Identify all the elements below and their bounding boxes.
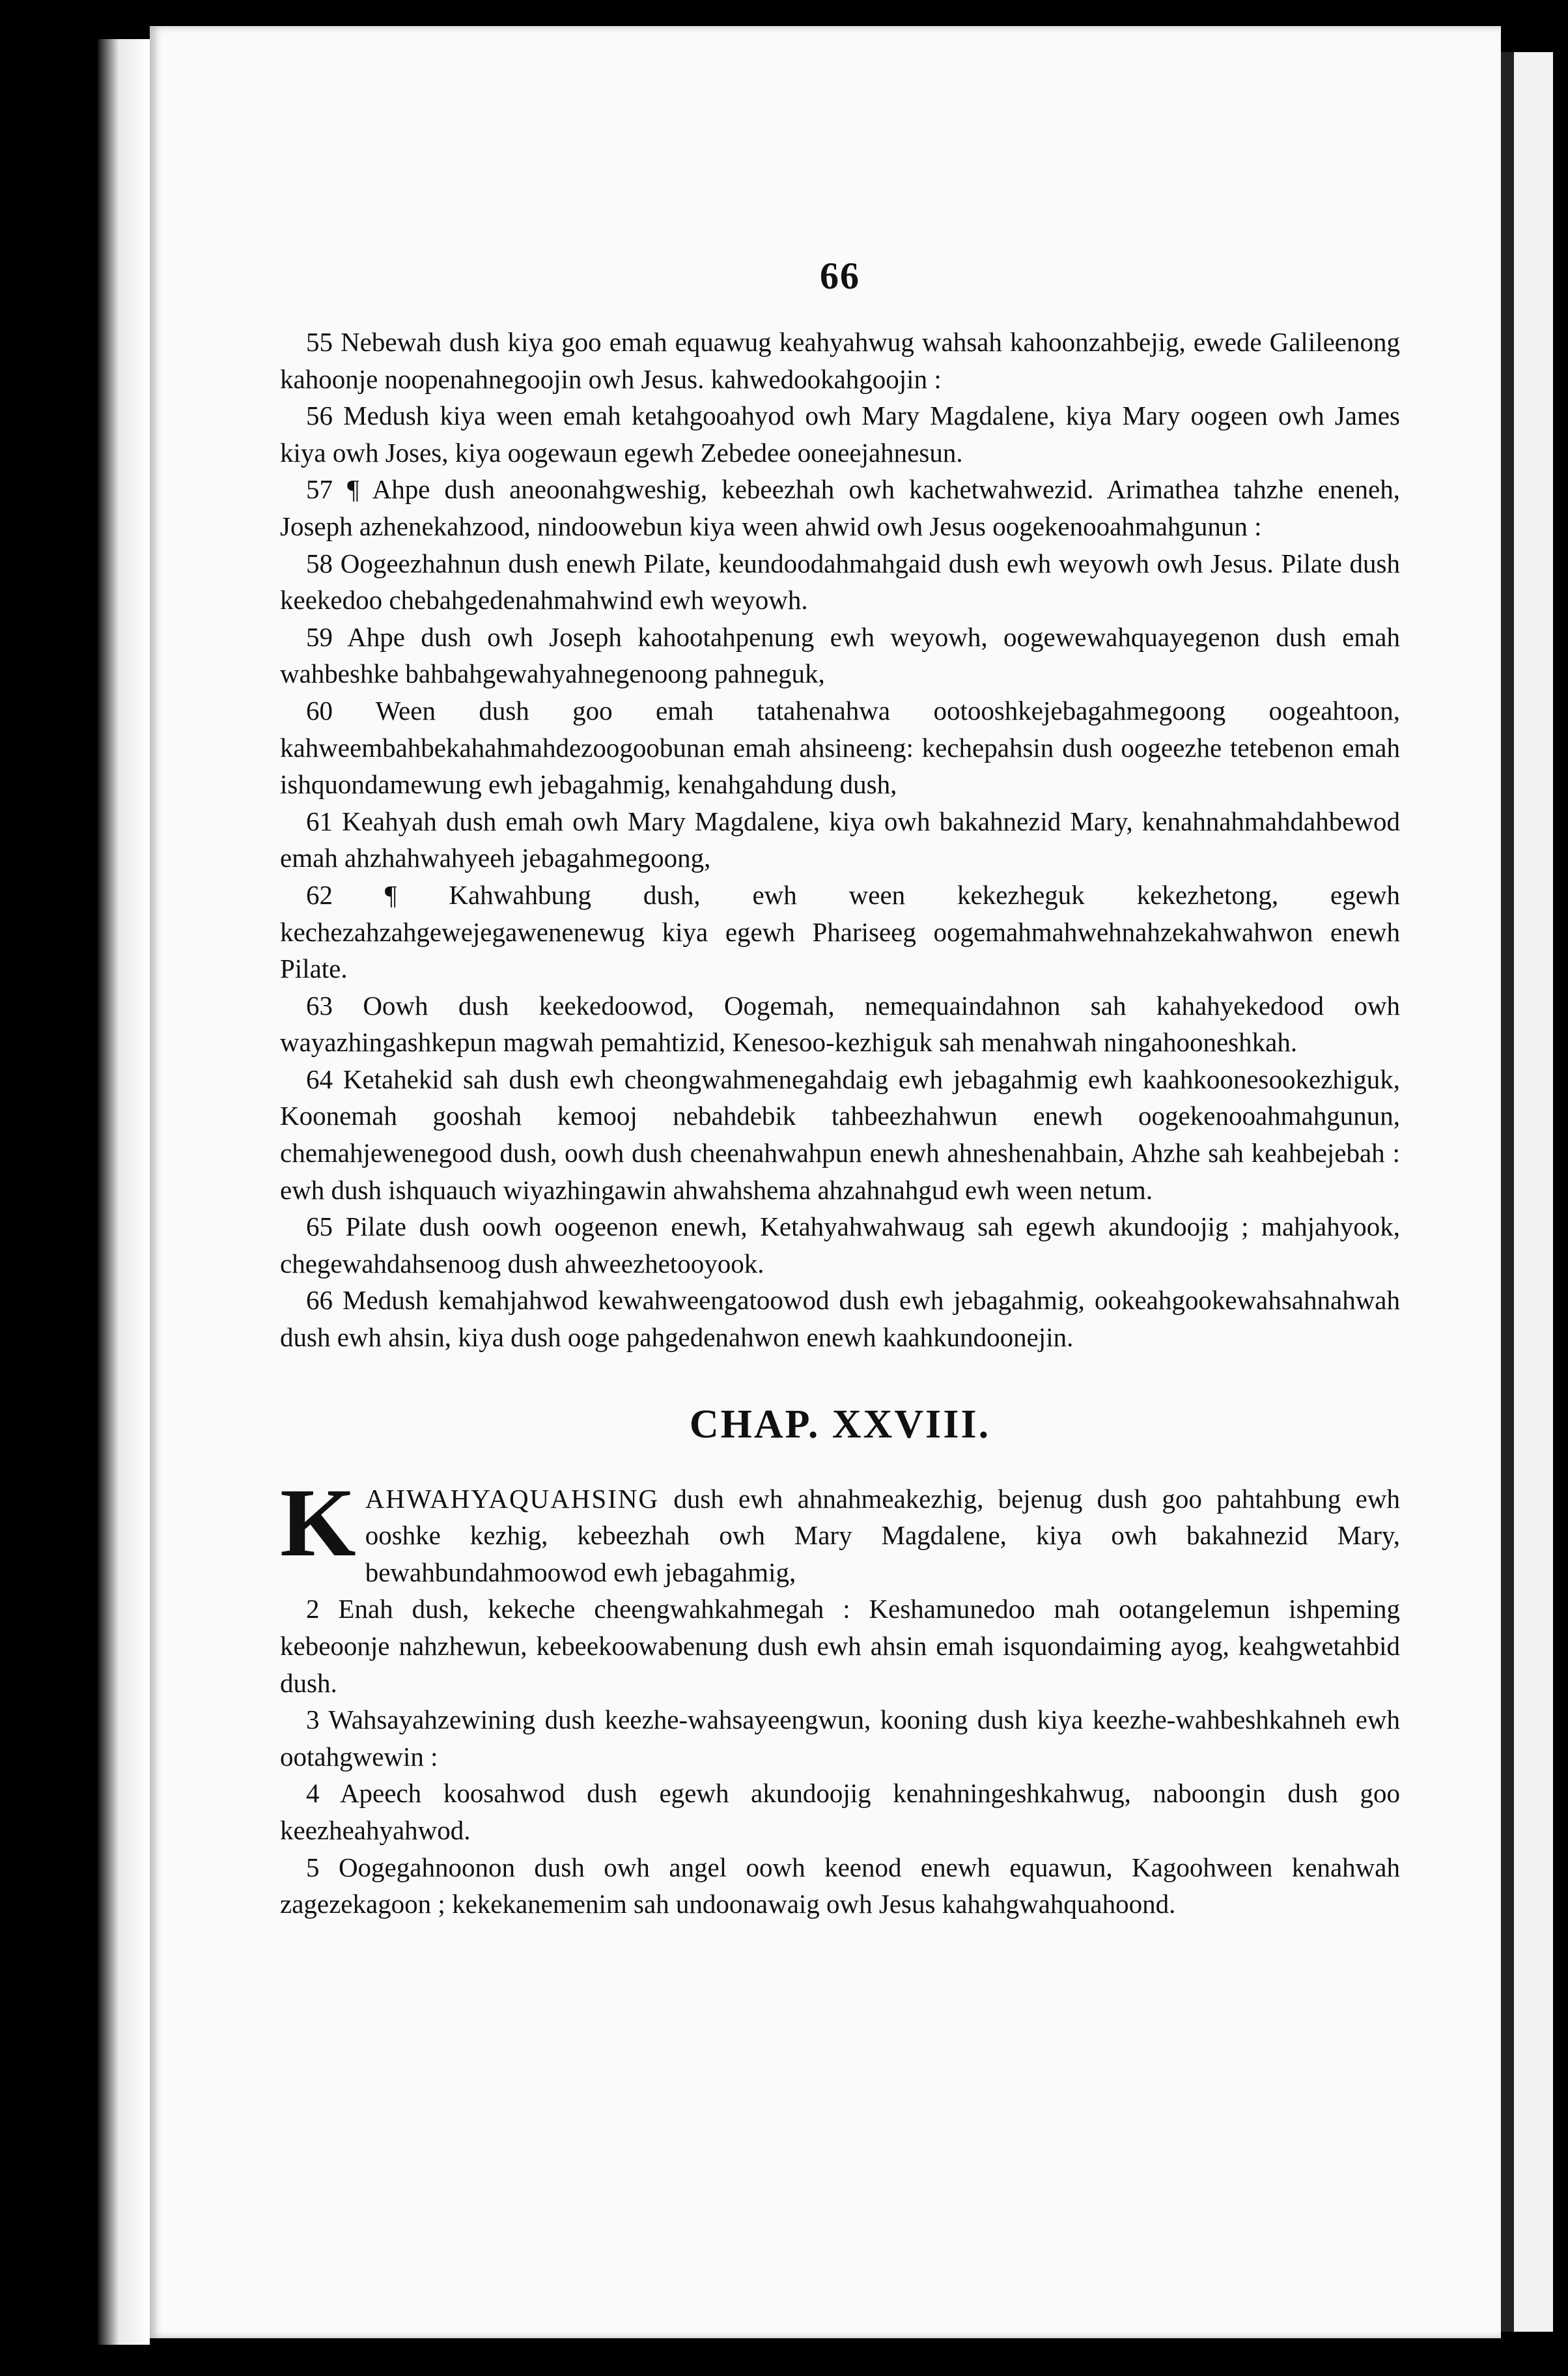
verse <box>280 471 1400 544</box>
page-edge-shadow <box>1501 52 1514 2332</box>
chapter-first-words: AHWAHYAQUAHSING <box>365 1483 660 1514</box>
verse-number: 57 ¶ <box>306 474 359 505</box>
chapter-heading: CHAP. XXVIII. <box>689 1402 991 1447</box>
verse-number: 59 <box>306 621 333 652</box>
verse-number: 62 ¶ <box>306 879 397 910</box>
verse <box>280 877 1400 987</box>
verse-text: Pilate dush oowh oogeenon enewh, Ketahyahwahwaug sah egewh akundoojig ; mahjahyook, chegewahdahsenoog dush ahweezhetooyook. <box>280 1211 1401 1279</box>
facing-page-edge <box>1514 52 1553 2332</box>
verse-number: 3 <box>306 1704 320 1735</box>
verse-number: 61 <box>306 806 333 836</box>
verse-text: Wahsayahzewining dush keezhe-wahsayeengwun, kooning dush kiya keezhe-wahbeshkahneh ewh ootahgwewin : <box>280 1704 1401 1772</box>
verse-number: 2 <box>306 1594 320 1624</box>
verse <box>280 987 1400 1061</box>
verse-text: Oowh dush keekedoowod, Oogemah, nemequaindahnon sah kahahyekedood owh wayazhingashkepun magwah pemahtizid, Kenesoo-kezhiguk sah menahwah ningahooneshkah. <box>280 990 1400 1058</box>
verse-text: Oogeezhahnun dush enewh Pilate, keundoodahmahgaid dush ewh weyowh owh Jesus. Pilate dush keekedoo chebahgedenahmahwind ewh weyowh. <box>280 548 1401 615</box>
verse-text: Kahwahbung dush, ewh ween kekezheguk kekezhetong, egewh kechezahzahgewejegawenenewug kiya egewh Phariseeg oogemahmahwehnahzekahwahwon enewh Pilate. <box>280 879 1401 984</box>
verse-text: Ketahekid sah dush ewh cheongwahmenegahdaig ewh jebagahmig ewh kaahkoonesookezhiguk, Koonemah gooshah kemooj nebahdebik tahbeezhahwun enewh oogekenooahmahgunun, chemahjewenegood dush, oowh dush cheenahwahpun enewh ahneshenahbain, Ahzhe sah keahbejebah : ewh dush ishquauch wiyazhingawin ahwahshema ahzahnahgud ewh ween netum. <box>280 1064 1401 1205</box>
verse-number: 5 <box>306 1852 320 1882</box>
verse-text: Ween dush goo emah tatahenahwa ootooshkejebagahmegoong oogeahtoon, kahweembahbekahahmahdezoogoobunan emah ahsineeng: kechepahsin dush oogeezhe tetebenon emah ishquondamewung ewh jebagahmig, kenahgahdung dush, <box>280 695 1400 800</box>
page-content <box>280 254 1400 1923</box>
verse-text: Enah dush, kekeche cheengwahkahmegah : Keshamunedoo mah ootangelemun ishpeming kebeoonje nahzhewun, kebeekoowabenung dush ewh ahsin emah isquondaiming ayog, keahgwetahbid dush. <box>280 1594 1401 1698</box>
verse <box>280 397 1400 471</box>
drop-cap: K <box>280 1468 356 1577</box>
verse-text: Apeech koosahwod dush egewh akundoojig kenahningeshkahwug, naboongin dush goo keezheahyahwod. <box>280 1778 1400 1845</box>
verse-text: Medush kemahjahwod kewahweengatoowod dush ewh jebagahmig, ookeahgookewahsahnahwah dush ewh ahsin, kiya dush ooge pahgedenahwon enewh kaahkundoonejin. <box>280 1285 1401 1353</box>
verse-text: Keahyah dush emah owh Mary Magdalene, kiya owh bakahnezid Mary, kenahnahmahdahbewod emah ahzhahwahyeeh jebagahmegoong, <box>280 806 1400 873</box>
verse-number: 64 <box>306 1064 333 1094</box>
verse-number: 55 <box>306 327 333 357</box>
verse <box>280 1282 1400 1355</box>
verse-text: Oogegahnoonon dush owh angel oowh keenod enewh equawun, Kagoohween kenahwah zagezekagoon ; kekekanemenim sah undoonawaig owh Jesus kahahgwahquahoond. <box>280 1852 1400 1919</box>
verse-number: 65 <box>306 1211 333 1242</box>
verse-number: 60 <box>306 695 333 726</box>
verse <box>280 1591 1400 1701</box>
verse <box>280 1775 1400 1848</box>
verse-number: 63 <box>306 990 333 1021</box>
verse-number: 4 <box>306 1778 320 1809</box>
verse <box>280 692 1400 803</box>
verse <box>280 324 1400 397</box>
verse-text: Medush kiya ween emah ketahgooahyod owh Mary Magdalene, kiya Mary oogeen owh James kiya owh Joses, kiya oogewaun egewh Zebedee ooneejahnesun. <box>280 401 1401 468</box>
verse <box>280 1849 1400 1923</box>
verse-number: 66 <box>306 1285 333 1316</box>
verses-before-chapter <box>280 324 1400 1356</box>
verse <box>280 619 1400 692</box>
verses-after-chapter <box>280 1591 1400 1922</box>
verse-number: 56 <box>306 401 333 431</box>
chapter-first-verse <box>280 1468 1400 1591</box>
verse-text: Ahpe dush owh Joseph kahootahpenung ewh weyowh, oogewewahquayegenon dush emah wahbeshke bahbahgewahyahnegenoong pahneguk, <box>280 621 1400 689</box>
book-gutter <box>98 39 150 2345</box>
verse-text: dush ewh ahnahmeakezhig, bejenug dush goo pahtahbung ewh ooshke kezhig, kebeezhah owh Mary Magdalene, kiya owh bakahnezid Mary, bewahbundahmoowod ewh jebagahmig, <box>365 1483 1400 1587</box>
verse-text: Nebewah dush kiya goo emah equawug keahyahwug wahsah kahoonzahbejig, ewede Galileenong kahoonje noopenahnegoojin owh Jesus. kahwedookahgoojin : <box>280 327 1400 394</box>
verse <box>280 545 1400 619</box>
verse <box>280 1061 1400 1208</box>
page-number: 66 <box>820 255 860 297</box>
verse <box>280 803 1400 877</box>
verse <box>280 1701 1400 1775</box>
verse-number: 58 <box>306 548 333 578</box>
verse <box>280 1208 1400 1282</box>
verse-text: Ahpe dush aneoonahgweshig, kebeezhah owh kachetwahwezid. Arimathea tahzhe eneneh, Joseph azhenekahzood, nindoowebun kiya ween ahwid owh Jesus oogekenooahmahgunun : <box>280 474 1401 541</box>
